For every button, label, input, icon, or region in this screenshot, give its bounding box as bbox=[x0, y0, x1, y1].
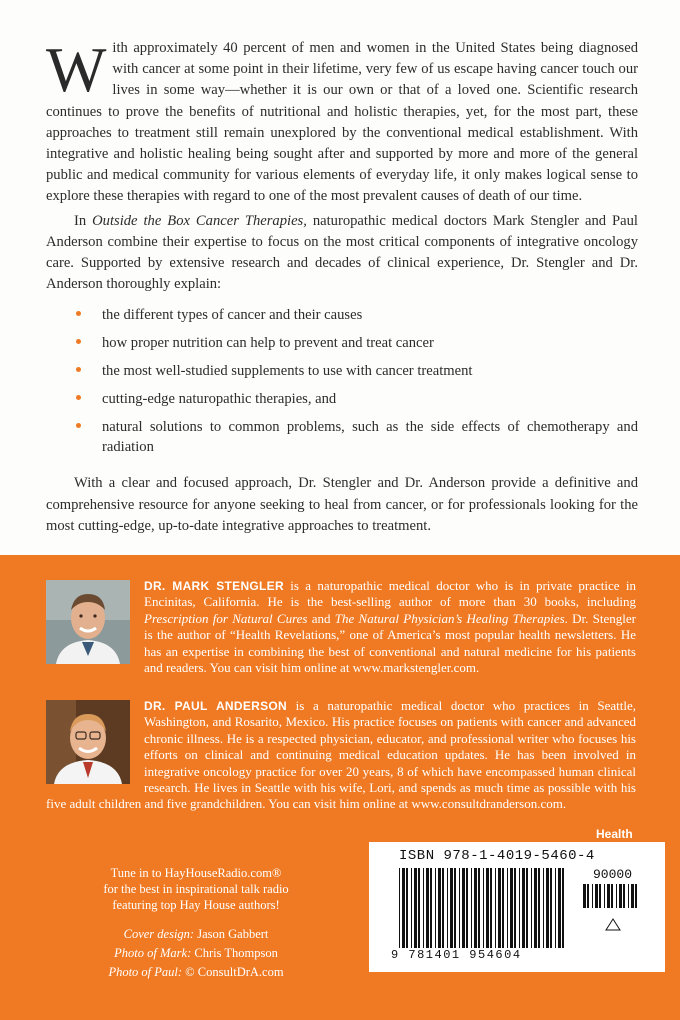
credits bbox=[46, 925, 346, 982]
list-item-text: how proper nutrition can help to prevent and treat cancer bbox=[102, 335, 434, 352]
barcode-bar bbox=[514, 868, 516, 948]
barcode-bar bbox=[435, 868, 436, 948]
author-bio-conjunction: and bbox=[307, 610, 335, 626]
barcode-bar bbox=[616, 884, 617, 908]
book-title: Outside the Box Cancer Therapies, bbox=[92, 212, 307, 229]
radio-promo-line: featuring top Hay House authors! bbox=[112, 898, 280, 912]
barcode-bar bbox=[411, 868, 412, 948]
barcode-bar bbox=[471, 868, 472, 948]
credit-line bbox=[46, 925, 346, 944]
summary-paragraph bbox=[46, 211, 638, 296]
credit-line bbox=[46, 963, 346, 982]
barcode-bar bbox=[631, 884, 634, 908]
book-title: The Natural Physician’s Healing Therapies bbox=[334, 610, 565, 626]
credit-value: © ConsultDrA.com bbox=[182, 965, 284, 979]
barcode-bar bbox=[607, 884, 610, 908]
list-item bbox=[46, 389, 638, 409]
barcode-bar bbox=[604, 884, 605, 908]
barcode-bar bbox=[486, 868, 489, 948]
bullet-icon bbox=[76, 367, 81, 372]
barcode-bar bbox=[438, 868, 441, 948]
isbn-barcode bbox=[369, 842, 665, 972]
barcode-bar bbox=[555, 868, 556, 948]
credit-label: Photo of Mark: bbox=[114, 946, 192, 960]
closing-paragraph: With a clear and focused approach, Dr. Stengler and Dr. Anderson provide a definitive and comprehensive resource for anyone seeking to heal from cancer, or for professionals looking for the most cutting-edge, up-to-date integrative approaches to treatment. bbox=[46, 475, 638, 534]
barcode-bar bbox=[519, 868, 520, 948]
barcode-bar bbox=[502, 868, 504, 948]
barcode-bar bbox=[619, 884, 622, 908]
description-text bbox=[46, 34, 638, 537]
barcode-bar bbox=[402, 868, 405, 948]
list-item-text: natural solutions to common problems, such as the side effects of chemotherapy and radiation bbox=[102, 419, 638, 456]
list-item bbox=[46, 417, 638, 457]
author-bio-text: is a naturopathic medical doctor who practices in Seattle, Washington, and Rosarito, Mexico. His practice focuses on patients with cancer and advanced chronic illness. He is a respected physician, educator, and professional writer who focuses his efforts on clinical and continuing medical education updates. He has been involved in integrative oncology practice for over 20 years, 8 of which have encompassed human clinical research. He lives in Seattle with his wife, Lori, and spends as much time as possible with his five adult children and five grandchildren. You can visit him online at www.consultdranderson.com. bbox=[46, 698, 636, 812]
barcode-bar bbox=[423, 868, 424, 948]
barcode-bar bbox=[414, 868, 417, 948]
barcode-bar bbox=[522, 868, 525, 948]
barcode-bar bbox=[495, 868, 496, 948]
credit-value: Chris Thompson bbox=[191, 946, 278, 960]
list-item bbox=[46, 333, 638, 353]
barcode-bar bbox=[526, 868, 528, 948]
barcode-bar bbox=[507, 868, 508, 948]
barcode-bar bbox=[498, 868, 501, 948]
barcode-bar bbox=[447, 868, 448, 948]
intro-paragraph-text: ith approximately 40 percent of men and women in the United States being diagnosed with cancer at some point in their lifetime, very few of us escape having cancer touch our lives in some way—whether it is our own or that of a loved one. Scientific research continues to prove the benefits of nutritional and holistic therapies, yet, for the most part, these approaches to treatment still remain unexplored by the conventional medical establishment. With integrative and holistic healing being sought after and supported by more and more of the general public and medical community for various elements of everyday life, it only makes logical sense to explore these therapies with regard to one of the most prevalent causes of death of our time. bbox=[46, 40, 638, 205]
barcode-bar bbox=[628, 884, 629, 908]
category-label: Health bbox=[596, 827, 633, 841]
barcode-bar bbox=[587, 884, 589, 908]
barcode-bar bbox=[478, 868, 480, 948]
list-item-text: cutting-edge naturopathic therapies, and bbox=[102, 391, 337, 408]
list-item bbox=[46, 361, 638, 381]
barcode-bar bbox=[406, 868, 408, 948]
barcode-bar bbox=[546, 868, 549, 948]
isbn-number: ISBN 978-1-4019-5460-4 bbox=[399, 848, 595, 864]
barcode-bar bbox=[543, 868, 544, 948]
barcode-bar bbox=[611, 884, 613, 908]
bullet-icon bbox=[76, 423, 81, 428]
barcode-bar bbox=[430, 868, 432, 948]
barcode-bar bbox=[534, 868, 537, 948]
barcode-bar bbox=[558, 868, 561, 948]
barcode-bar bbox=[623, 884, 625, 908]
barcode-bar bbox=[490, 868, 492, 948]
barcode-bar bbox=[426, 868, 429, 948]
author-bio-text: is a naturopathic medical doctor who is in private practice in Encinitas, California. He is the best-selling author of more than 30 books, including bbox=[144, 578, 636, 610]
barcode-bar bbox=[583, 884, 586, 908]
author-bio-anderson bbox=[46, 698, 636, 813]
barcode-bar bbox=[531, 868, 532, 948]
book-title: Prescription for Natural Cures bbox=[144, 610, 308, 626]
barcode-bar bbox=[399, 868, 400, 948]
author-bio-stengler bbox=[46, 578, 636, 676]
author-photo-anderson bbox=[46, 700, 130, 784]
credit-value: Jason Gabbert bbox=[194, 927, 269, 941]
barcode-bar bbox=[459, 868, 460, 948]
radio-promo bbox=[46, 865, 346, 913]
bullet-icon bbox=[76, 339, 81, 344]
barcode-bar bbox=[474, 868, 477, 948]
barcode-bar bbox=[562, 868, 564, 948]
barcode-bar bbox=[538, 868, 540, 948]
list-item-text: the most well-studied supplements to use with cancer treatment bbox=[102, 363, 473, 380]
barcode-bar bbox=[483, 868, 484, 948]
author-bio-text: . Dr. Stengler is the author of “Health Revelations,” one of America’s most popular health newsletters. He has an expertise in combining the best of conventional and natural medicine for his patients and readers. You can visit him online at www.markstengler.com. bbox=[144, 610, 636, 676]
author-photo-stengler bbox=[46, 580, 130, 664]
barcode-bar bbox=[454, 868, 456, 948]
credit-label: Cover design: bbox=[123, 927, 195, 941]
summary-text: naturopathic medical doctors Mark Stengler and Paul Anderson combine their expertise to focus on the most critical components of integrative oncology care. Supported by extensive research and decades of clinical experience, Dr. Stengler and Dr. Anderson thoroughly explain: bbox=[46, 212, 638, 293]
radio-promo-line: for the best in inspirational talk radio bbox=[103, 882, 289, 896]
bullet-icon bbox=[76, 311, 81, 316]
barcode-bar bbox=[550, 868, 552, 948]
barcode-bar bbox=[592, 884, 593, 908]
radio-promo-line: Tune in to HayHouseRadio.com® bbox=[110, 866, 282, 880]
drop-cap: W bbox=[46, 34, 107, 105]
barcode-bar bbox=[635, 884, 637, 908]
credit-line bbox=[46, 944, 346, 963]
barcode-bar bbox=[462, 868, 465, 948]
barcode-digits: 9 781401 954604 bbox=[391, 948, 522, 962]
credit-label: Photo of Paul: bbox=[108, 965, 183, 979]
barcode-bar bbox=[466, 868, 468, 948]
list-item bbox=[46, 305, 638, 325]
author-name-anderson: DR. PAUL ANDERSON bbox=[144, 699, 288, 713]
bullet-icon bbox=[76, 395, 81, 400]
barcode-bar bbox=[450, 868, 453, 948]
barcode-bar bbox=[418, 868, 420, 948]
list-item-text: the different types of cancer and their causes bbox=[102, 307, 363, 324]
barcode-bar bbox=[510, 868, 513, 948]
barcode-bar bbox=[595, 884, 598, 908]
intro-paragraph bbox=[46, 34, 638, 208]
summary-prefix: In bbox=[74, 212, 93, 229]
topic-list bbox=[46, 305, 638, 457]
price-code: 90000 bbox=[593, 867, 633, 882]
barcode-bar bbox=[599, 884, 601, 908]
author-name-stengler: DR. MARK STENGLER bbox=[144, 579, 284, 593]
triangle-icon bbox=[606, 919, 620, 930]
barcode-bar bbox=[442, 868, 444, 948]
